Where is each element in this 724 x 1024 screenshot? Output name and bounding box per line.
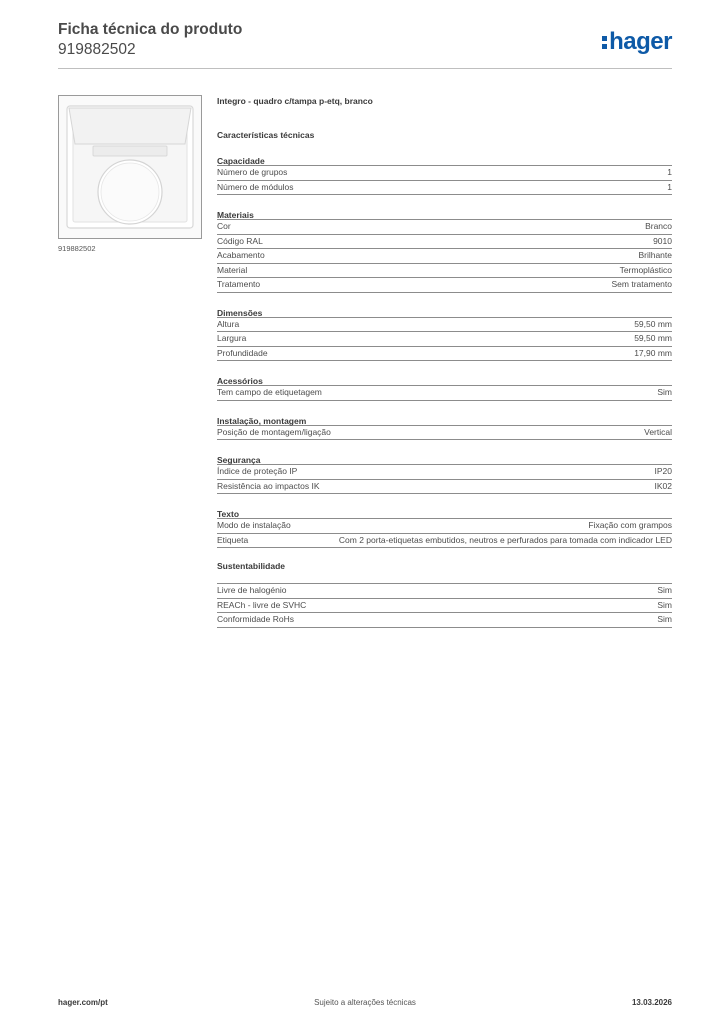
spec-label: Número de módulos [217, 181, 294, 192]
product-image [58, 95, 202, 239]
spec-value: 1 [667, 181, 672, 192]
spec-value: Brilhante [638, 250, 672, 260]
section-title: Acessórios [217, 376, 672, 386]
image-caption: 919882502 [58, 244, 96, 253]
spec-value: IK02 [654, 480, 672, 491]
spec-label: Número de grupos [217, 167, 288, 177]
spec-label: Livre de halogénio [217, 585, 287, 595]
spec-row [217, 386, 672, 401]
section-texto [217, 509, 672, 548]
spec-row [217, 220, 672, 235]
tech-heading: Características técnicas [217, 130, 315, 140]
spec-label: Altura [217, 318, 240, 329]
product-code: 919882502 [58, 41, 136, 58]
spec-row [217, 480, 672, 495]
product-name: Integro - quadro c/tampa p-etq, branco [217, 96, 373, 106]
section-title: Texto [217, 509, 672, 519]
spec-row [217, 264, 672, 279]
spec-row [217, 166, 672, 181]
spec-label: Etiqueta [217, 534, 249, 545]
spec-row [217, 347, 672, 362]
spec-row [217, 584, 672, 599]
spec-label: Resistência ao impactos IK [217, 480, 320, 491]
spec-row [217, 181, 672, 196]
spec-value: Sim [657, 614, 672, 624]
footer-date: 13.03.2026 [631, 998, 672, 1007]
section-materiais [217, 210, 672, 293]
spec-label: Tem campo de etiquetagem [217, 387, 322, 397]
hager-logo [602, 28, 672, 56]
spec-label: Profundidade [217, 347, 268, 358]
spec-value: 59,50 mm [634, 318, 672, 329]
spec-value: 1 [667, 167, 672, 177]
logo-text: hager [609, 28, 672, 55]
spec-label: Material [217, 264, 248, 275]
page-title: Ficha técnica do produto [58, 21, 243, 38]
section-title: Instalação, montagem [217, 416, 672, 426]
spec-value: Sim [657, 585, 672, 595]
spec-label: Posição de montagem/ligação [217, 426, 331, 437]
section-title: Dimensões [217, 308, 672, 318]
spec-value: 59,50 mm [634, 333, 672, 343]
section-title: Capacidade [217, 156, 672, 166]
spec-value: Sim [657, 599, 672, 610]
section-title: Sustentabilidade [217, 561, 672, 584]
product-frame-icon [59, 96, 201, 238]
spec-label: Código RAL [217, 235, 263, 246]
spec-value: Sem tratamento [611, 279, 672, 289]
spec-value: 17,90 mm [634, 347, 672, 358]
spec-label: Índice de proteção IP [217, 466, 298, 476]
spec-row [217, 599, 672, 614]
spec-row [217, 318, 672, 333]
spec-column [217, 96, 672, 628]
spec-row [217, 249, 672, 264]
footer-website-link[interactable]: hager.com/pt [58, 998, 108, 1007]
section-title: Segurança [217, 455, 672, 465]
page-header [58, 20, 672, 70]
spec-row [217, 426, 672, 441]
spec-value: Branco [645, 221, 672, 231]
spec-value: 9010 [653, 235, 672, 246]
spec-value: Termoplástico [619, 264, 672, 275]
section-sustentabilidade [217, 561, 672, 628]
spec-row [217, 613, 672, 628]
spec-row [217, 519, 672, 534]
spec-row [217, 278, 672, 293]
spec-value: Fixação com grampos [588, 520, 672, 530]
header-divider [58, 68, 672, 69]
logo-dots-icon [602, 33, 608, 51]
spec-row [217, 332, 672, 347]
footer-notice: Sujeito a alterações técnicas [314, 998, 416, 1007]
section-dimensoes [217, 308, 672, 362]
section-capacidade [217, 156, 672, 195]
section-acessorios [217, 376, 672, 401]
spec-value: Com 2 porta-etiquetas embutidos, neutros e perfurados para tomada com indicador LED [338, 534, 672, 545]
spec-row [217, 465, 672, 480]
spec-row [217, 235, 672, 250]
spec-label: Cor [217, 221, 231, 231]
spec-value: Vertical [644, 426, 672, 437]
spec-label: REACh - livre de SVHC [217, 599, 307, 610]
spec-label: Modo de instalação [217, 520, 291, 530]
section-title: Materiais [217, 210, 672, 220]
spec-value: Sim [657, 387, 672, 397]
spec-label: Conformidade RoHs [217, 614, 295, 624]
spec-value: IP20 [654, 466, 672, 476]
section-instalacao [217, 416, 672, 441]
spec-row [217, 534, 672, 549]
spec-label: Largura [217, 333, 247, 343]
spec-label: Tratamento [217, 279, 261, 289]
section-seguranca [217, 455, 672, 494]
spec-label: Acabamento [217, 250, 265, 260]
